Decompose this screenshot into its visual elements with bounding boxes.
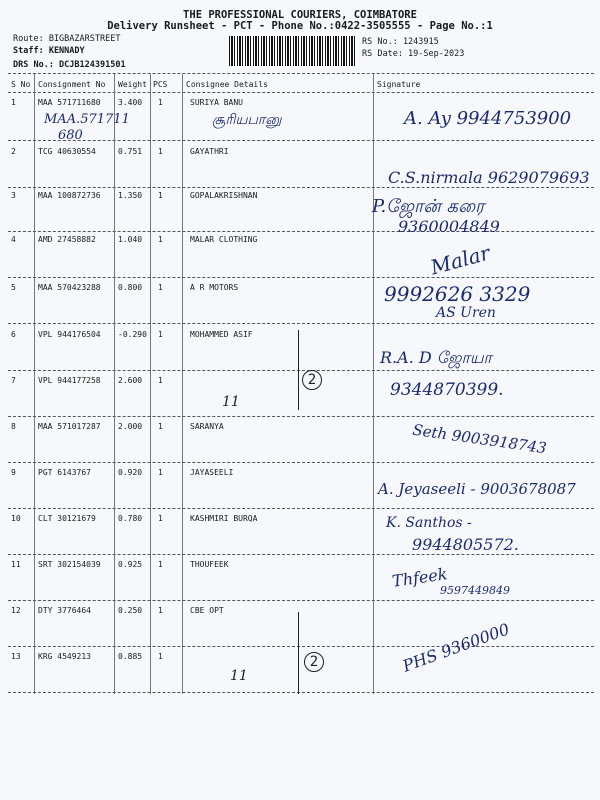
col-sno: S No (11, 80, 31, 89)
header-bottom-rule (8, 92, 594, 93)
cell-weight: 0.925 (118, 560, 143, 569)
signature: R.A. D ஜோயா (380, 348, 492, 367)
row-separator (8, 140, 594, 141)
tick-mark: 11 (230, 668, 248, 684)
row-separator (8, 416, 594, 417)
cell-consignment: DTY 3776464 (38, 606, 91, 615)
signature: 9597449849 (440, 584, 510, 597)
row-separator (8, 187, 594, 188)
cell-pcs: 1 (158, 560, 163, 569)
cell-weight: 3.400 (118, 98, 143, 107)
cell-weight: 0.920 (118, 468, 143, 477)
cell-pcs: 1 (158, 652, 163, 661)
cell-pcs: 1 (158, 191, 163, 200)
column-divider (114, 74, 115, 694)
bracket-mark (288, 612, 299, 694)
row-separator (8, 508, 594, 509)
row-separator (8, 277, 594, 278)
cell-pcs: 1 (158, 376, 163, 385)
col-signature: Signature (377, 80, 421, 89)
runsheet-subtitle: Delivery Runsheet - PCT - Phone No.:0422-3505555 - Page No.:1 (107, 20, 493, 32)
cell-pcs: 1 (158, 606, 163, 615)
cell-pcs: 1 (158, 147, 163, 156)
cell-sno: 1 (11, 98, 16, 107)
cell-consignment: CLT 30121679 (38, 514, 96, 523)
cell-sno: 2 (11, 147, 16, 156)
rs-date: RS Date: 19-Sep-2023 (362, 49, 465, 59)
cell-consignment: TCG 40630554 (38, 147, 96, 156)
cell-consignee: SARANYA (190, 422, 224, 431)
col-pcs: PCS (153, 80, 168, 89)
barcode (229, 36, 357, 66)
cell-consignment: SRT 302154039 (38, 560, 101, 569)
rs-number: RS No.: 1243915 (362, 37, 439, 47)
cell-consignment: KRG 4549213 (38, 652, 91, 661)
row-separator (8, 231, 594, 232)
cell-pcs: 1 (158, 422, 163, 431)
row-separator (8, 370, 594, 371)
header-top-rule (8, 73, 594, 74)
signature: A. Ay 9944753900 (404, 108, 572, 129)
cell-pcs: 1 (158, 468, 163, 477)
cell-weight: 1.350 (118, 191, 143, 200)
cell-weight: 0.800 (118, 283, 143, 292)
col-weight: Weight (118, 80, 147, 89)
cell-pcs: 1 (158, 283, 163, 292)
cell-sno: 12 (11, 606, 21, 615)
cell-weight: 0.780 (118, 514, 143, 523)
cell-pcs: 1 (158, 98, 163, 107)
row-separator (8, 600, 594, 601)
column-divider (182, 74, 183, 694)
cell-consignment: AMD 27458882 (38, 235, 96, 244)
cell-sno: 11 (11, 560, 21, 569)
cell-sno: 5 (11, 283, 16, 292)
cell-weight: 1.040 (118, 235, 143, 244)
circled-count: 2 (302, 370, 322, 390)
cell-weight: 0.751 (118, 147, 143, 156)
cell-consignment: MAA 571017287 (38, 422, 101, 431)
cell-consignee: A R MOTORS (190, 283, 239, 292)
signature: Malar (427, 240, 493, 280)
handwritten-consignment: 680 (58, 128, 83, 143)
cell-consignment: MAA 570423288 (38, 283, 101, 292)
cell-weight: 0.885 (118, 652, 143, 661)
signature: Seth 9003918743 (411, 420, 548, 458)
column-divider (150, 74, 151, 694)
bracket-mark (288, 330, 299, 410)
signature: 9344870399. (390, 380, 504, 400)
cell-consignee: THOUFEEK (190, 560, 229, 569)
cell-sno: 10 (11, 514, 21, 523)
signature: AS Uren (436, 305, 496, 321)
signature: C.S.nirmala 9629079693 (388, 168, 590, 187)
cell-pcs: 1 (158, 514, 163, 523)
handwritten-consignment: MAA.571711 (44, 112, 130, 127)
cell-sno: 9 (11, 468, 16, 477)
cell-weight: 2.000 (118, 422, 143, 431)
signature: PHS 9360000 (400, 619, 512, 676)
cell-consignment: VPL 944176504 (38, 330, 101, 339)
cell-consignee: JAYASEELI (190, 468, 234, 477)
cell-consignee: MOHAMMED ASIF (190, 330, 253, 339)
row-separator (8, 323, 594, 324)
column-divider (34, 74, 35, 694)
cell-consignment: MAA 100872736 (38, 191, 101, 200)
cell-consignment: MAA 571711680 (38, 98, 101, 107)
cell-sno: 4 (11, 235, 16, 244)
drs-number: DRS No.: DCJB124391501 (13, 60, 126, 70)
cell-consignee: CBE OPT (190, 606, 224, 615)
cell-sno: 6 (11, 330, 16, 339)
cell-weight: 2.600 (118, 376, 143, 385)
cell-pcs: 1 (158, 330, 163, 339)
col-consignment: Consignment No (38, 80, 106, 89)
cell-sno: 3 (11, 191, 16, 200)
signature: 9360004849 (398, 217, 500, 236)
cell-consignment: VPL 944177258 (38, 376, 101, 385)
signature: K. Santhos - (386, 515, 472, 531)
circled-count: 2 (304, 652, 324, 672)
staff-label: Staff: KENNADY (13, 46, 85, 56)
cell-sno: 8 (11, 422, 16, 431)
cell-pcs: 1 (158, 235, 163, 244)
cell-consignee: KASHMIRI BURQA (190, 514, 258, 523)
column-divider (373, 74, 374, 694)
company-title: THE PROFESSIONAL COURIERS, COIMBATORE (183, 9, 417, 21)
signature: P.ஜோன் கரை (372, 196, 485, 217)
cell-weight: 0.250 (118, 606, 143, 615)
cell-consignment: PGT 6143767 (38, 468, 91, 477)
col-consignee: Consignee Details (186, 80, 268, 89)
cell-sno: 13 (11, 652, 21, 661)
row-separator (8, 462, 594, 463)
signature: Thfeek (390, 564, 449, 591)
signature: A. Jeyaseeli - 9003678087 (378, 480, 576, 498)
cell-weight: -0.290 (118, 330, 147, 339)
cell-sno: 7 (11, 376, 16, 385)
signature: 9944805572. (412, 535, 519, 554)
row-separator (8, 554, 594, 555)
row-separator (8, 646, 594, 647)
cell-consignee: GOPALAKRISHNAN (190, 191, 258, 200)
cell-consignee: GAYATHRI (190, 147, 229, 156)
row-separator (8, 692, 594, 693)
cell-consignee: MALAR CLOTHING (190, 235, 258, 244)
cell-consignee: SURIYA BANU (190, 98, 243, 107)
signature: 9992626 3329 (384, 282, 531, 306)
tick-mark: 11 (222, 394, 240, 410)
route-label: Route: BIGBAZARSTREET (13, 34, 121, 44)
handwritten-name: சூரியபானு (212, 112, 282, 128)
